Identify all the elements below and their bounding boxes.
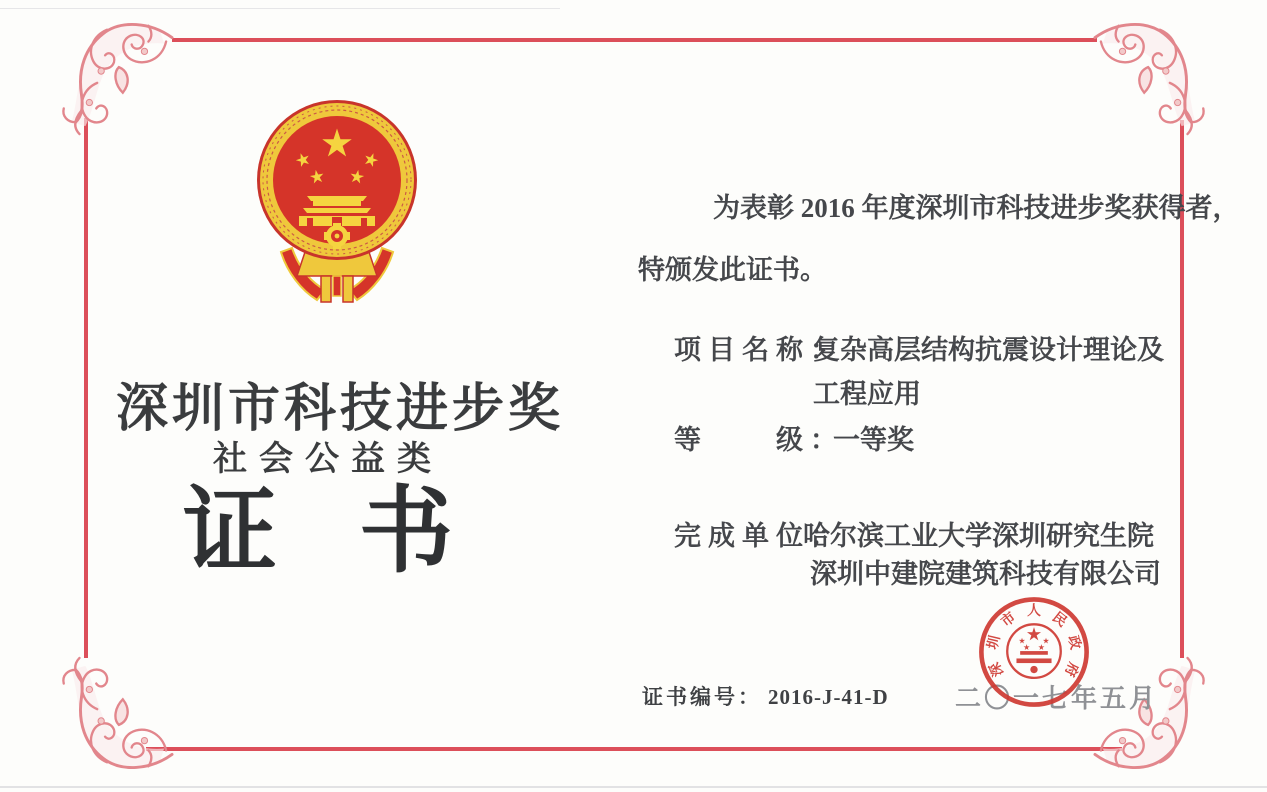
government-seal-icon — [974, 592, 1094, 712]
completing-unit-value-line1: 哈尔滨工业大学深圳研究生院 — [803, 521, 1154, 551]
award-category: 社会公益类 — [213, 440, 443, 478]
corner-flourish-bottom-left-icon — [42, 656, 180, 780]
seal-char: 民 — [1049, 609, 1070, 630]
project-name-value-line2: 工程应用 — [813, 379, 921, 409]
corner-flourish-top-left-icon — [42, 12, 180, 136]
completing-unit-value-line2: 深圳中建院建筑科技有限公司 — [810, 559, 1161, 589]
certificate-number-label: 证书编号： — [642, 685, 762, 709]
seal-char: 人 — [1027, 602, 1041, 618]
award-title: 深圳市科技进步奖 — [116, 380, 565, 438]
intro-line-2: 特颁发此证书。 — [638, 255, 827, 285]
grade-value: 一等奖 — [833, 425, 914, 455]
border-bottom-line — [146, 747, 1122, 751]
corner-flourish-top-right-icon — [1087, 12, 1225, 136]
seal-emblem — [1007, 624, 1061, 678]
scan-edge-line-top — [0, 8, 560, 9]
seal-char: 市 — [998, 609, 1019, 630]
seal-char: 府 — [1061, 660, 1082, 679]
certificate-word — [183, 478, 454, 583]
certificate-number — [642, 681, 889, 711]
certificate-word-char2: 书 — [359, 478, 454, 583]
scan-edge-line — [0, 786, 1267, 788]
certificate-number-value: 2016-J-41-D — [768, 685, 889, 709]
seal-char: 深 — [986, 660, 1007, 679]
project-name-label: 项目名称： — [674, 335, 844, 365]
border-left-line — [84, 118, 88, 658]
grade-label: 等 级： — [674, 425, 844, 455]
project-name-value-line1: 复杂高层结构抗震设计理论及 — [813, 335, 1164, 365]
border-top-line — [172, 38, 1097, 42]
seal-char: 政 — [1065, 633, 1084, 651]
corner-flourish-bottom-right-icon — [1087, 656, 1225, 780]
intro-line-1: 为表彰 2016 年度深圳市科技进步奖获得者， — [713, 193, 1240, 223]
prc-national-emblem-icon — [237, 100, 437, 312]
completing-unit-label: 完成单位： — [674, 521, 844, 551]
certificate-word-char1: 证 — [183, 478, 278, 583]
seal-char: 圳 — [984, 633, 1003, 651]
issue-date: 二〇一七年五月 — [955, 684, 1159, 713]
